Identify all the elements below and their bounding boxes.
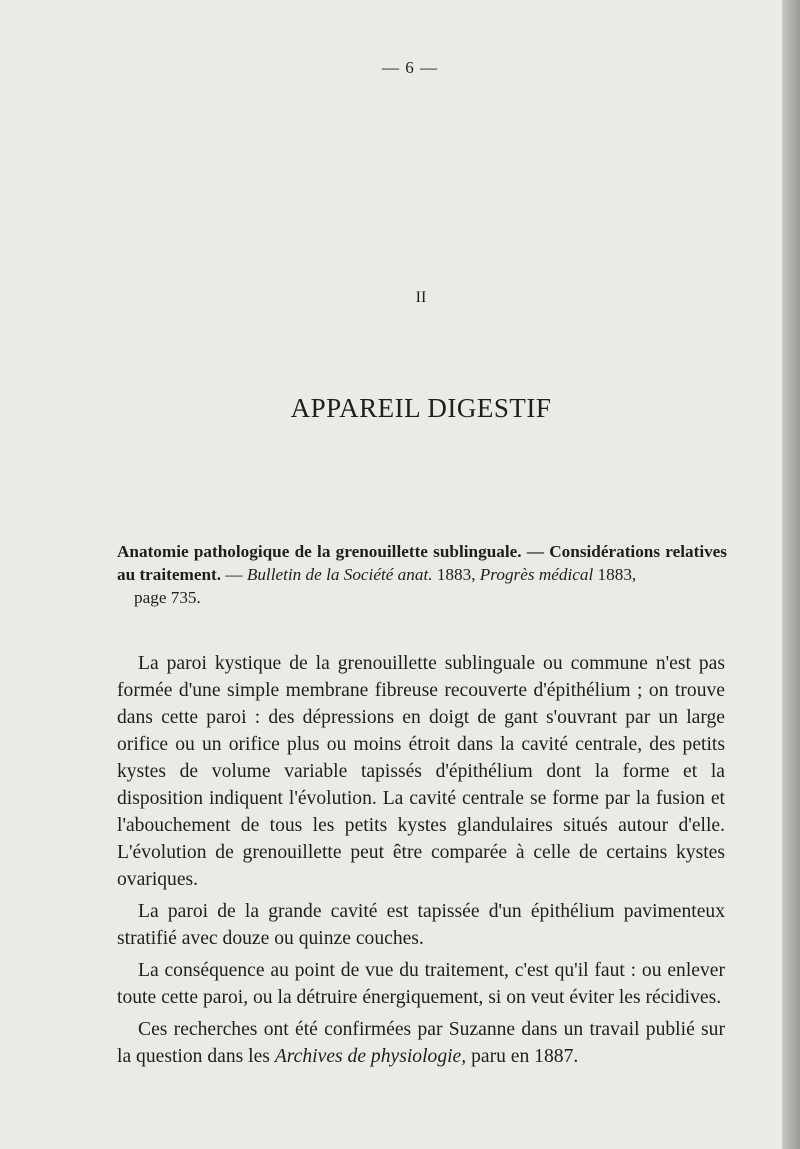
reference-year-1: 1883, <box>432 565 480 584</box>
paragraph-3: La conséquence au point de vue du traitement, c'est qu'il faut : ou enlever toute cette paroi, ou la détruire énergiquement, si on veut éviter les récidives. <box>117 960 725 1008</box>
paragraph-1: La paroi kystique de la grenouillette sublinguale ou commune n'est pas formée d'une simple membrane fibreuse recouverte d'épithélium ; on trouve dans cette paroi : des dépressions en doigt de gant s'ouvrant par un large orifice ou un orifice plus ou moins étroit dans la cavité centrale, des petits kystes de volume variable tapissés d'épithélium dont la forme et la disposition indiquent l'évolution. La cavité centrale se forme par la fusion et l'abouchement de tous les petits kystes glandulaires situés autour d'elle. L'évolution de grenouillette peut être comparée à celle de certains kystes ovariques. <box>117 653 725 890</box>
reference-dash: — <box>221 565 247 584</box>
paragraph-4-journal: Archives de physiologie, <box>274 1046 467 1067</box>
section-title: APPAREIL DIGESTIF <box>290 393 552 423</box>
paragraph-4 <box>117 1016 725 1070</box>
reference-journal-1: Bulletin de la Société anat. <box>246 565 433 584</box>
paragraph-4-text: Ces recherches ont été confirmées par Suzanne dans un travail publié sur la question dans les <box>117 1019 725 1067</box>
reference-dash: — <box>521 542 550 561</box>
body-text <box>117 650 725 1075</box>
page-edge-shadow <box>782 0 800 1149</box>
reference-subtitle: Considérations relatives au traitement. <box>117 542 728 584</box>
page-number-header: — 6 — <box>382 58 438 77</box>
paragraph-2: La paroi de la grande cavité est tapissée d'un épithélium pavimenteux stratifié avec douze ou quinze couches. <box>117 901 725 949</box>
reference-page: page 735. <box>134 588 201 607</box>
paragraph-4-end: paru en 1887. <box>466 1046 579 1067</box>
section-numeral: II <box>415 289 427 306</box>
reference-journal-2: Progrès médical <box>479 565 594 584</box>
reference-year-2: 1883, <box>593 565 637 584</box>
bibliographic-reference <box>117 540 727 609</box>
reference-title: Anatomie pathologique de la grenouillette sublinguale. <box>117 542 522 561</box>
